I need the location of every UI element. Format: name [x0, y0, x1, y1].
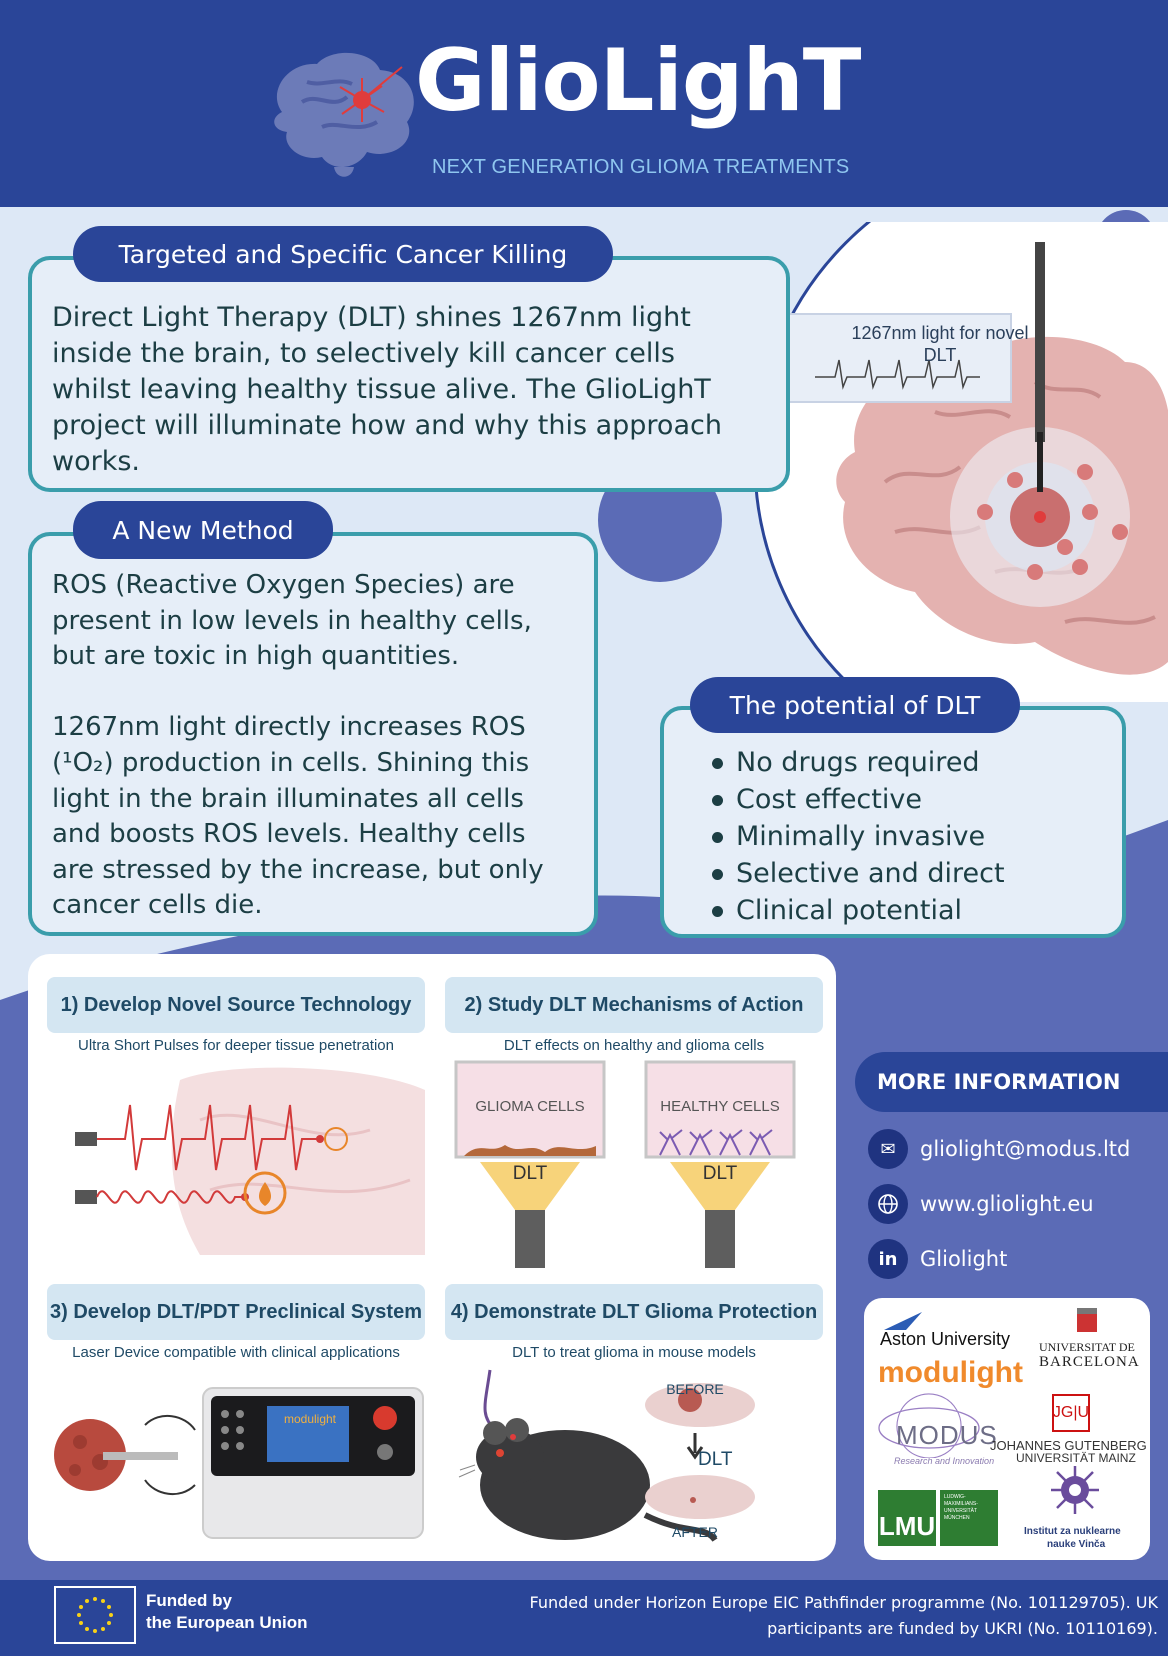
potential-list [708, 744, 1118, 929]
step-1-title: 1) Develop Novel Source Technology [47, 977, 425, 1033]
lmu-logo-text: LUDWIG-MAXIMILIANS-UNIVERSITÄT MÜNCHEN [940, 1490, 998, 1546]
dlt-arrow-label: DLT [698, 1449, 733, 1470]
step-3-title: 3) Develop DLT/PDT Preclinical System [47, 1284, 425, 1340]
targeted-title-pill: Targeted and Specific Cancer Killing [73, 226, 613, 282]
modulight-logo: modulight [878, 1356, 1023, 1389]
partner-logos [864, 1298, 1150, 1560]
dlt-label-left: DLT [512, 1163, 548, 1184]
header-banner [0, 0, 1168, 207]
step-4-subtitle: DLT to treat glioma in mouse models [512, 1344, 756, 1361]
after-label: AFTER [672, 1524, 718, 1540]
list-item: Minimally invasive [708, 818, 1118, 855]
vinca-logo-line2: nauke Vinča [1047, 1539, 1106, 1550]
targeted-text: Direct Light Therapy (DLT) shines 1267nm light inside the brain, to selectively kill cancer cells whilst leaving healthy tissue alive. The GlioLighT project will illuminate how and why this approach works. [52, 302, 722, 477]
step-1-subtitle: Ultra Short Pulses for deeper tissue penetration [77, 1037, 394, 1054]
linkedin-link[interactable] [868, 1239, 1007, 1279]
globe-icon [868, 1184, 908, 1224]
brain-illustration [735, 222, 1168, 702]
modus-tagline: Research and Innovation [894, 1456, 995, 1466]
page-subtitle: NEXT GENERATION GLIOMA TREATMENTS [432, 156, 850, 178]
glioma-cells-label: GLIOMA CELLS [475, 1098, 585, 1115]
laser-device-illustration [45, 1380, 435, 1550]
more-information-heading: MORE INFORMATION [855, 1052, 1168, 1112]
before-label: BEFORE [666, 1381, 724, 1397]
website-text: www.gliolight.eu [920, 1192, 1094, 1216]
healthy-cells-label: HEALTHY CELLS [660, 1098, 780, 1115]
vinca-logo-line1: Institut za nuklearne [1024, 1526, 1121, 1537]
jgu-logo-line2: UNIVERSITÄT MAINZ [1016, 1451, 1136, 1465]
barcelona-logo-line2: BARCELONA [1039, 1354, 1140, 1370]
email-text: gliolight@modus.ltd [920, 1137, 1131, 1161]
mouse-model-illustration [455, 1365, 820, 1550]
eu-flag-icon [54, 1586, 136, 1644]
lmu-logo: LMU [878, 1490, 936, 1546]
list-item: Cost effective [708, 781, 1118, 818]
footer [0, 1580, 1168, 1656]
brain-logo-icon [262, 42, 422, 182]
potential-title-pill: The potential of DLT [690, 677, 1020, 733]
funding-note: Funded under Horizon Europe EIC Pathfinder programme (No. 101129705). UK participants are funded by UKRI (No. 10110169). [529, 1593, 1158, 1638]
barcelona-logo-line1: UNIVERSITAT DE [1039, 1340, 1135, 1354]
jgu-logo-line1: JOHANNES GUTENBERG [990, 1438, 1147, 1453]
method-text: ROS (Reactive Oxygen Species) are present in low levels in healthy cells, but are toxic in high quantities. 1267nm light directly increases ROS (¹O₂) production in cells. Shining this light in the brain illuminates all cells and boosts ROS levels. Healthy cells are stressed by the increase, but only cancer cells die. [52, 570, 544, 921]
list-item: No drugs required [708, 744, 1118, 781]
website-link[interactable] [868, 1184, 1094, 1224]
brain-figure-label: 1267nm light for novel DLT [851, 323, 1029, 365]
modus-logo: MODUS [896, 1420, 998, 1450]
linkedin-icon: in [868, 1239, 908, 1279]
dlt-label-right: DLT [702, 1163, 738, 1184]
list-item: Selective and direct [708, 855, 1118, 892]
aston-university-logo: Aston University [880, 1329, 1011, 1349]
method-title-pill: A New Method [73, 501, 333, 559]
jgu-mark: JG|U [1052, 1394, 1090, 1432]
step-4-title: 4) Demonstrate DLT Glioma Protection [445, 1284, 823, 1340]
mail-icon: ✉ [868, 1129, 908, 1169]
linkedin-text: Gliolight [920, 1247, 1008, 1271]
device-brand: modulight [283, 1412, 337, 1426]
pulse-illustration [70, 1060, 430, 1260]
step-3-subtitle: Laser Device compatible with clinical applications [72, 1344, 400, 1361]
step-2-subtitle: DLT effects on healthy and glioma cells [503, 1037, 765, 1054]
page-title: GlioLighT [415, 31, 861, 131]
step-2-title: 2) Study DLT Mechanisms of Action [445, 977, 823, 1033]
eu-funding-text: Funded by the European Union [146, 1591, 308, 1632]
list-item: Clinical potential [708, 892, 1118, 929]
vinca-logo-icon [1049, 1466, 1101, 1514]
email-link[interactable] [868, 1129, 1130, 1169]
barcelona-crest-icon [1074, 1304, 1100, 1336]
